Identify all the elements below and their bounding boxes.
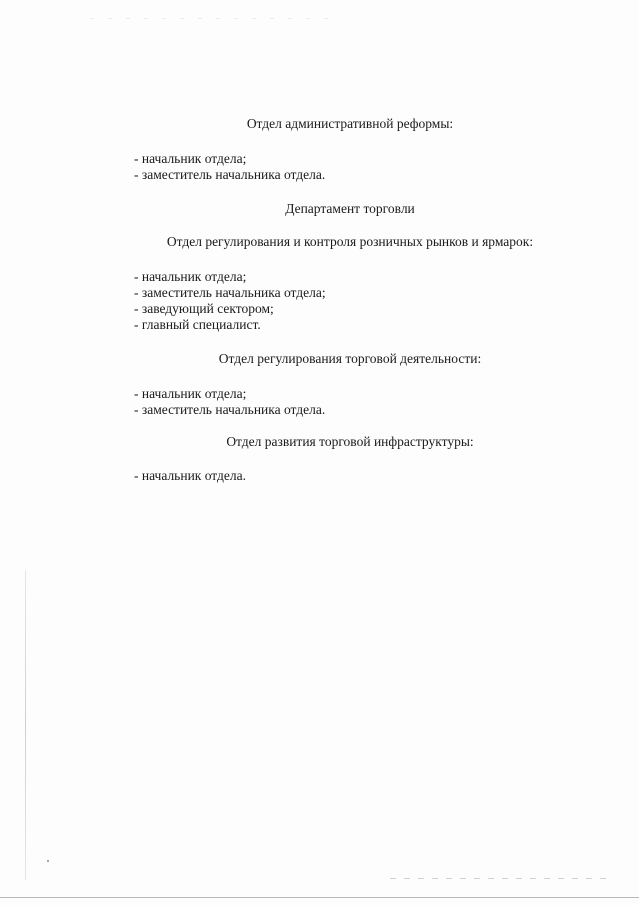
list-item: - начальник отдела;: [134, 151, 247, 166]
list-item: - главный специалист.: [134, 317, 261, 332]
list-item: - заместитель начальника отдела.: [134, 167, 326, 182]
scan-artifact-left-edge: [25, 570, 26, 880]
section-heading-retail-markets: Отдел регулирования и контроля розничных рынков и ярмарок:: [166, 234, 534, 249]
list-item: - заместитель начальника отдела.: [134, 402, 326, 417]
scan-artifact-bottom-line: [0, 897, 639, 898]
list-item: - заведующий сектором;: [134, 301, 274, 316]
list-item: - начальник отдела;: [134, 386, 247, 401]
scan-artifact-speck: [47, 860, 49, 862]
department-heading-trade: Департамент торговли: [285, 201, 415, 216]
list-item: - начальник отдела.: [134, 468, 246, 483]
section-heading-admin-reform: Отдел административной реформы:: [246, 116, 454, 131]
list-item: - заместитель начальника отдела;: [134, 285, 326, 300]
scan-artifact-bottom-dots: [390, 878, 610, 879]
section-heading-trade-activity: Отдел регулирования торговой деятельности:: [218, 351, 482, 366]
scan-artifact-top: [90, 18, 330, 19]
list-item: - начальник отдела;: [134, 269, 247, 284]
section-heading-trade-infrastructure: Отдел развития торговой инфраструктуры:: [226, 434, 474, 449]
